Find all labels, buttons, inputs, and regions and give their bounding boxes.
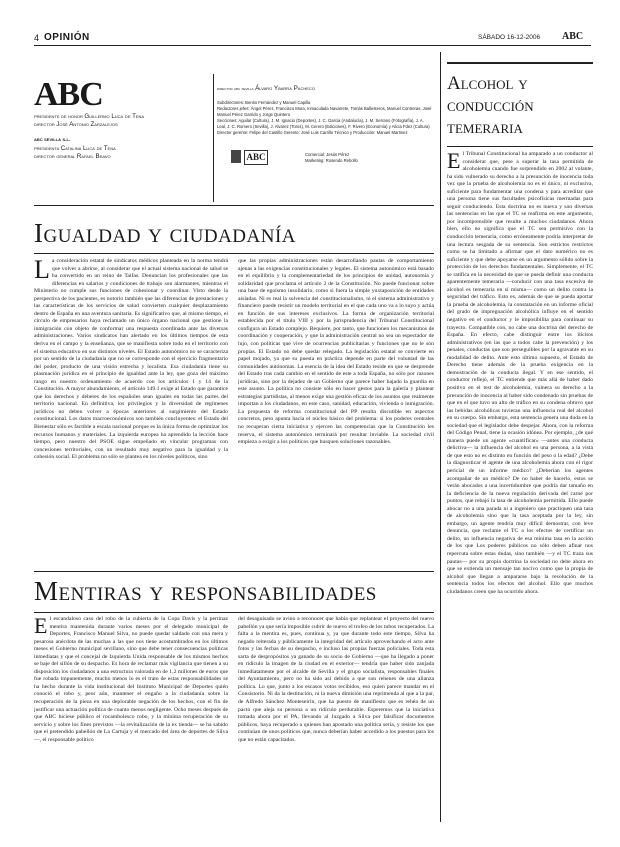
sub-logo: ABC (246, 152, 266, 162)
page-number: 4 (34, 33, 40, 43)
issue-date: SÁBADO 16-12-2006 (478, 34, 541, 41)
drop-cap: E (34, 616, 48, 638)
commercial-staff (305, 152, 425, 164)
section-rule (34, 571, 434, 572)
drop-cap: E (447, 151, 461, 173)
sidebar-title-rule (447, 146, 593, 147)
section-label: OPINIÓN (44, 32, 90, 43)
editorial-text: l escandaloso caso del robo de la cubierta de la Copa Davis y la pertinaz mentira mantenida durante varios meses por el delegado municipal de Deportes, Francisco Manuel Silva, no puede quedar saldado con una mera y pesarosa anécdota de las muchas a las que nos tiene acostumbrados en los últimos meses el Gobierno municipal sevillano, sino que debe tener consecuencias políticas inmediatas y que el concejal de Izquierda Unida responsable de los mismos hechos se baje del sillón de su despacho. Es hora de reclamar más vigilancia que tienen a su disposición los ciudadanos a una estructura valorada en de 1,2 millones de euros que fue robada impunemente, mucho menos lo es el trato de estas responsabilidades se ha hecho durante la vida institucional del Instituto Municipal de Deportes quién conoció el robo y, peor aún, mantener el engaño a la ciudadanía sobre la recuperación de la pieza en una deplorable negación de los hechos, con el fin de justificar una actuación política de cuanto menos negligente. Ocho meses después de que ABC hiciese público el rocambolesco robo, y la mínima recuperación de su servicio y sobre los fines previstos —la revitalización de la ex tienda— se ha sabido que el pretendido pabellón de La Cartuja y el mercado del área de deportes de Silva—, el responsable político (34, 616, 228, 743)
officer-name: Catalina Luca de Tena (60, 144, 116, 152)
staff-line: Subdirectores: Benito Fernández y Manuel Capilla (217, 100, 311, 105)
company-label: abc sevilla s.l. (34, 137, 71, 144)
staff-line: Marketing: Rosendo Rebollo (305, 158, 358, 163)
staff-line: Secciones: Aguilar (Cultura), J. M. Ignacio (Deportes), J. C. Garcia (Andalucía), J. M. Serrano (Fotografía), J. A. Leal, J. C. Romero (Sevilla), J. Alvarez (Toros), M. Cerero (Ediciones), F. Rivero (Economía) y Alicia Fdez (Cultura) (217, 118, 430, 129)
header-brand: ABC (562, 31, 584, 42)
officer-label: presidenta (34, 145, 60, 152)
editorial-title: Mentiras y responsabilidades (34, 576, 377, 606)
editorial-text: del desaguisado se avino a reconocer que había que replantear el proyecto del nuevo pabellón ya que sería imposible cubrir de nuevo el trofeo de los tubos recuperados. La falta a la mentira es, pues, continua y, ya que durante todo este tiempo, Silva ha negado reiterada y públicamente la integridad del artículo aprovechando el acto ante fotos y las fechas de su despacho, e incluso las propias fuerzas policiales. Toda esta sarta de despropósitos ya ganado de su socio de Gobierno —que ha llegado a poner en ridículo la imagen de la ciudad en el exterior— tendría que haber sido zanjada inmediatamente por el alcalde de Sevilla y el grupo socialista, responsables finales del Ayuntamiento, pero no ha sido así debido a que son rehenes de una alianza política. Lo que, junto a los escasos votos recibidos, eso quien parece mandar en el Consistorio. Ni da la destitución, ni la nueva dimisión una reprimenda al que a la par, de Alfredo Sánchez Monteseirín, que ha puesto de manifiesto que es rehén de un pacto que aleja su persona a un ridículo perdurable. Esperemos que la iniciativa tomada ahora por el PA, llevando al Juzgado a Silva por falsificar documentos públicos, haya recuperado a quienes han apostado una política sería, y resiste los que continúan de unos políticos que, nunca deberían haber accedido a los puestos para los que no están capacitados. (238, 616, 434, 743)
editorial-text: a consideración estatal de sindicatos médicos planteada en la norma tendrá que volver a abrirse, al considerar que el actual sistema nacional de salud se ha convertido en un reino de Taifas. Denuncian los profesionales que las diferencias en salarios y condiciones de trabajo son alarmantes, mientras el Ministerio no cumple sus funciones de cohesionar y coordinar. Visto desde la perspectiva de los pacientes, es notorio también que las diferencias de prestaciones y las características de los servicios de salud convierten cualquier desplazamiento dentro de España en una aventura sanitaria. Es significativo que, al mismo tiempo, el círculo de empresarios haya reclamado un único órgano nacional que gestione la inmigración con objeto de conformar una respuesta coordinada ante las diversas administraciones. Varios sindicatos han alertado en los últimos tiempos de esta deriva en el campo y la enseñanza, que se manifiesta sobre todo en el territorio con el sistema educativo en sus distintos niveles. El Estado autonómico no se caracteriza por un sentido de la ciudadanía que no se corresponde con el ejercicio fragmentario del poder, producto de una visión estrecha y localista. Esa ciudadanía tiene su plasmación jurídica en el principio de igualdad ante la ley, que goza del máximo rango en nuestro ordenamiento de acuerdo con los artículos 1 y 14 de la Constitución. A mayor abundamiento, el artículo 149.1 exige al Estado que garantice que los derechos y deberes de los españoles sean iguales en todas las partes del territorio nacional. En definitiva, los privilegios y la diversidad de regímenes jurídicos no deben volver a épocas anteriores al surgimiento del Estado constitucional. Los datos macroeconómicos son también concluyentes: el Estado del Bienestar sólo es factible a escala nacional porque es la única forma de optimizar los recursos humanos y materiales. La izquierda europea ha aprendido la lección hace tiempo, pero nuestro del PSOE sigue empeñado en vincular programas con concesiones territoriales, con un resultado muy negativo para la igualdad y la cohesión social. El problema no sólo se plantea en los niveles políticos, sino (34, 258, 228, 461)
sub-logo-badge (244, 150, 268, 165)
editorial-column (34, 258, 228, 571)
sidebar-title: Alcohol y conducción temeraria (447, 73, 534, 138)
sidebar-column (447, 151, 593, 819)
sidebar-divider (440, 52, 441, 822)
sub-logo-mark (231, 150, 241, 163)
officer-name: Rafael Bravo (76, 152, 111, 160)
abc-logo: ABC (34, 76, 103, 113)
title-rule (34, 253, 434, 254)
staff-list (217, 100, 432, 136)
officer-name: Guillermo Luca de Tena (84, 113, 145, 120)
editorial-column (238, 258, 434, 571)
staff-line: Redactores jefes: Ángel Pérez, Francisco Mora, Inmaculada Navarrete, Tomás Ballesteros, Manuel Contreras, José Manuel Pérez Garrido y Jorge Quintero (217, 106, 432, 117)
masthead-rule (34, 205, 434, 206)
officer-label: presidente de honor (34, 114, 83, 120)
director-line (217, 85, 432, 93)
sidebar-text: l Tribunal Constitucional ha amparado a un conductor al considerar que, pese a superar la tasa permitida de alcoholemia cuando fue sorprendido en 2002 al volante, ha sido vulnerado su derecho a la presunción de inocencia toda vez que la prueba de alcoholemia no es el único, ni exclusiva, suficiente para fundamentar una condena y para acreditar que una persona tiene sus facultades psicofísicas mermadas para seguir conduciendo. Esta doctrina no es nueva y son diversas las sentencias en las que el TC se reafirma en este argumento, por incomprensible que resulte a muchos ciudadanos. Ahora bien, ello no significa que el TC sea permisivo con la conducción temeraria, como erróneamente podría interpretar de una lectura sesgada de su sentencia. Son estrictos restrictos como se ha limitado a afirmar que el dato numérico no es suficiente y que debe apoyarse en un argumento sólido sobre la protección de los derechos fundamentales. Simplemente, el TC se ratifica en la necesidad de que se pueda definir una conducta aparentemente temeraria —conducir con una tasa excesiva de alcohol es temeraria en sí misma— como un delito contra la seguridad del tráfico. Esto es, además de que se pueda aportar la prueba de alcoholemia, la constatación en un informe oficial del grado de impregnación alcohólica influye en el sentido negativo en el conductor y le imposibilita para continuar su trayecto. Compatible con, no cabe una doctrina del derecho de España. En efecto, cabe distinguir entre los ilícitos administrativos (en las que a todos cabe la prevención) y los penales, conductas que son perseguibles por la agravante en su modalidad de delito. Ante esto último supuesto, el Estado de Derecho tiene además de la prueba exigencia en la demostración de la conducta ilegal. Y en ese sentido, el conductor reflejó, el TC entiende que más allá de haber dado positivo en el test de alcoholemia, vulnera su derecho a la presunción de inocencia al haber sido condenado sin pruebas de que en el que tuvo un alto de tráfico en su condena obtuvo que las bebidas alcohólicas tuvieran una influencia real del alcohol en su cuerpo. Sin embargo, esta sentencia genera una duda en la sociedad que el legislador debe despejar. Ahora, con la reforma del Código Penal, tiene la ocasión idónea. Por ejemplo, ¿de qué manera puede un agente «cuantificar» —antes una conducta delictiva— la influencia del alcohol en una persona, a la vista de que esto no es distinto en función del peso o la edad? ¿Debe la diagnosticar el agente de una alcoholemia ahora con el rigor pericial de un informe médico? ¿Deberían los agentes acompañar de un médico? De no haber de hacerlo, estos se verán abocados a una incertidumbre que podría dar tamaño en la deficiencia de la nueva regulación derivada del carné por puntos, que rebajó la tasa de alcoholemia permitida. Ello puede abocar no a una parada ni a ingeniero que practiquen una tasa de alcoholemia sino que la tasa aceptada por la ley, sin embargo, un agente tendría muy difícil demostrar, con leve denuncia, que reclame el TC a los efectos de certificar un delito, un influencia negativa de esa mínima tasa en la acción de los que Los poderes públicos no sólo deben afinar nos repercuta sobre estas dudas, sino también —y el TC traza sus pautas— por su propia doctrina la sociedad no debe ahora en que se extienda un mensaje tan nocivo como que la propia de alcohol que llegan a ampararse bajo la resolución de la sentencia todos los efectos del alcohol. Ello que muchos ciudadanos creen que ha ocurrido ahora. (447, 151, 593, 595)
masthead-divider (213, 74, 214, 202)
staff-line: Comercial: Jesús Pérez (305, 152, 350, 157)
director-name: Álvaro Ybarra Pacheco (255, 85, 315, 92)
officer-name: José Antonio Zarzalejos (56, 121, 118, 129)
header-rule (34, 45, 591, 46)
officer-label: director (34, 122, 55, 129)
editorial-column (34, 616, 228, 818)
editorial-text: que las propias administraciones están desarrollando pautas de comportamiento ajenas a las exigencias constitucionales y legales. El sistema autonómico está basado en el equilibrio y la complementariedad de los principios de unidad, autonomía y solidaridad que proclama el artículo 2 de la Constitución. No puede funcionar sobre una base de egoísmo insolidario, como si fuera la simple yuxtaposición de entidades aisladas. Ni es real la solvencia del constitucionalismo, ni el sistema administrativo y financiero puede resistir un modelo territorial en el que cada uno va a lo suyo y actúa en función de sus intereses exclusivos. La forma de organización territorial establecida por el título VIII y por la jurisprudencia del Tribunal Constitucional configura un Estado complejo. Requiere, por tanto, que funcionen los mecanismos de coordinación y cooperación, y que la administración central no sea un espectador de lujo, con políticas que vive de ocurrencias publicitarias y funciones que no le son propias. El Estado no debe quedar relegado. La legislación estatal se convierte en papel mojado, ya que su puesta en práctica depende en parte del voluntad de las comunidades autónomas. La esencia de la idea del Estado reside en que se desprende del Estado tras cada cambio en el sentido de este a toda España, no sólo por razones jurídicas, sino por la dejadez de un Gobierno que parece haber bajado la guardia en este asunto. La política no consiste sólo en hacer gestos para la galería y plantear estrategias partidistas, al menos exige una gestión eficaz de los asuntos que realmente importan a los ciudadanos, en este caso, sanidad, educación, vivienda o inmigración. La propuesta de reforma constitucional del PP resulta discutible en aspectos concretos, pero apunta hacia el núcleo básico del problema: si los poderes centrales no recuperan cierta iniciativa y ejercen las competencias que la Constitución les reserva, el sistema autonómico terminará por resultar inviable. La sociedad civil empieza a exigir a los políticos que busquen soluciones razonables. (238, 258, 434, 446)
editorial-title: Igualdad y ciudadanía (34, 218, 297, 248)
drop-cap: L (34, 258, 50, 284)
staff-line: Director gerente: Felipe del Castillo Gerente: José Luis Carrillo Técnico y Producción: Manuel Martinez (217, 130, 408, 135)
masthead-officers (34, 113, 184, 161)
editorial-column (238, 616, 434, 818)
director-label: director abc sevilla (217, 87, 254, 92)
officer-label: director general (34, 153, 76, 160)
title-rule (34, 612, 434, 613)
sidebar-top-rule (447, 62, 593, 64)
